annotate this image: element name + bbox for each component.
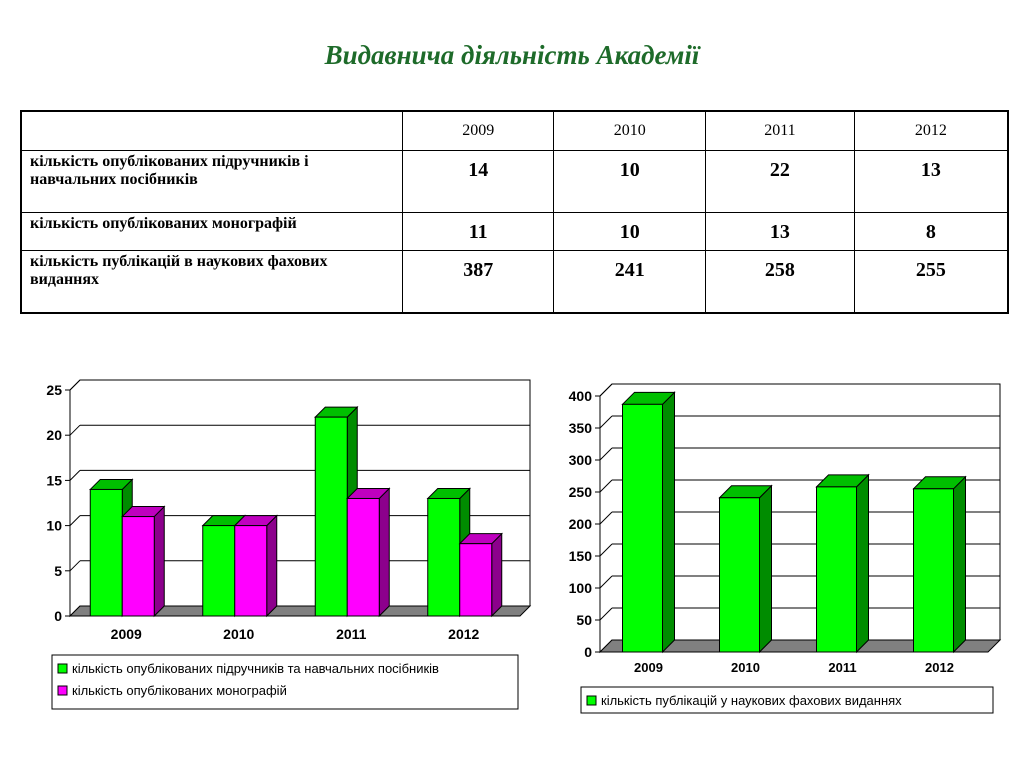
x-tick-label: 2009 — [634, 660, 663, 675]
y-tick-label: 250 — [568, 484, 592, 500]
chart-2-svg — [553, 378, 1008, 718]
bar-front — [122, 517, 154, 616]
page-title: Видавнича діяльність Академії — [324, 40, 700, 70]
y-tick-label: 20 — [46, 427, 62, 444]
x-tick-label: 2011 — [828, 660, 857, 675]
legend-swatch — [58, 686, 67, 695]
table-col-header: 2009 — [403, 111, 554, 151]
bar — [817, 475, 869, 652]
bar-side — [492, 534, 502, 616]
x-tick-label: 2010 — [223, 626, 255, 642]
table-cell: 387 — [403, 251, 554, 313]
bar-side — [663, 392, 675, 652]
bar-front — [315, 417, 347, 616]
y-tick-label: 350 — [568, 420, 592, 436]
y-tick-label: 150 — [568, 548, 592, 564]
table-cell: 258 — [705, 251, 854, 313]
x-tick-label: 2009 — [110, 626, 142, 642]
bar-side — [954, 477, 966, 652]
table-cell: 13 — [854, 151, 1008, 213]
row-label: кількість опублікованих монографій — [21, 213, 403, 251]
bar-front — [428, 498, 460, 616]
row-label: кількість публікацій в наукових фахових виданнях — [21, 251, 403, 313]
table-cell: 13 — [705, 213, 854, 251]
legend-swatch — [58, 664, 67, 673]
bar-front — [203, 526, 235, 616]
bar-front — [817, 487, 857, 652]
bar — [914, 477, 966, 652]
bar-side — [379, 488, 389, 616]
y-tick-label: 5 — [54, 562, 62, 579]
bar — [347, 488, 389, 616]
y-tick-label: 10 — [46, 517, 62, 534]
table-row — [21, 251, 1008, 313]
x-tick-label: 2012 — [448, 626, 480, 642]
x-tick-label: 2010 — [731, 660, 760, 675]
y-tick-label: 200 — [568, 516, 592, 532]
chart-1-svg — [30, 368, 540, 713]
table-col-header: 2010 — [554, 111, 705, 151]
table-row — [21, 213, 1008, 251]
legend-label: кількість опублікованих підручників та навчальних посібників — [72, 661, 439, 676]
y-tick-label: 400 — [568, 388, 592, 404]
bar — [720, 486, 772, 652]
bar-front — [623, 404, 663, 652]
legend-label: кількість публікацій у наукових фахових виданнях — [601, 693, 902, 708]
table-cell: 241 — [554, 251, 705, 313]
table-col-header: 2011 — [705, 111, 854, 151]
bar-side — [857, 475, 869, 652]
table-cell: 10 — [554, 151, 705, 213]
table-cell: 255 — [854, 251, 1008, 313]
table-cell: 8 — [854, 213, 1008, 251]
chart-scientific-publications — [553, 378, 1008, 718]
y-tick-label: 15 — [46, 472, 62, 489]
publishing-table — [20, 110, 1009, 314]
table-corner-cell — [21, 111, 403, 151]
table-header-row — [21, 111, 1008, 151]
bar-front — [914, 489, 954, 652]
bar-front — [460, 544, 492, 616]
y-tick-label: 50 — [576, 612, 592, 628]
bar — [460, 534, 502, 616]
y-tick-label: 300 — [568, 452, 592, 468]
bar-front — [235, 526, 267, 616]
x-tick-label: 2012 — [925, 660, 954, 675]
bar-side — [760, 486, 772, 652]
table-row — [21, 151, 1008, 213]
row-label: кількість опублікованих підручників і навчальних посібників — [21, 151, 403, 213]
table-col-header: 2012 — [854, 111, 1008, 151]
y-tick-label: 25 — [46, 382, 62, 398]
table-cell: 11 — [403, 213, 554, 251]
chart-books-monographs — [30, 368, 540, 713]
legend-swatch — [587, 696, 596, 705]
bar-side — [267, 516, 277, 616]
bar — [235, 516, 277, 616]
bar — [623, 392, 675, 652]
bar-front — [720, 498, 760, 652]
table-cell: 14 — [403, 151, 554, 213]
y-tick-label: 0 — [584, 644, 592, 660]
bar — [122, 507, 164, 616]
y-tick-label: 0 — [54, 608, 62, 624]
bar-front — [90, 489, 122, 616]
x-tick-label: 2011 — [336, 626, 367, 642]
legend-label: кількість опублікованих монографій — [72, 683, 287, 698]
bar-front — [347, 498, 379, 616]
table-cell: 10 — [554, 213, 705, 251]
bar-side — [154, 507, 164, 616]
table-cell: 22 — [705, 151, 854, 213]
y-tick-label: 100 — [568, 580, 592, 596]
